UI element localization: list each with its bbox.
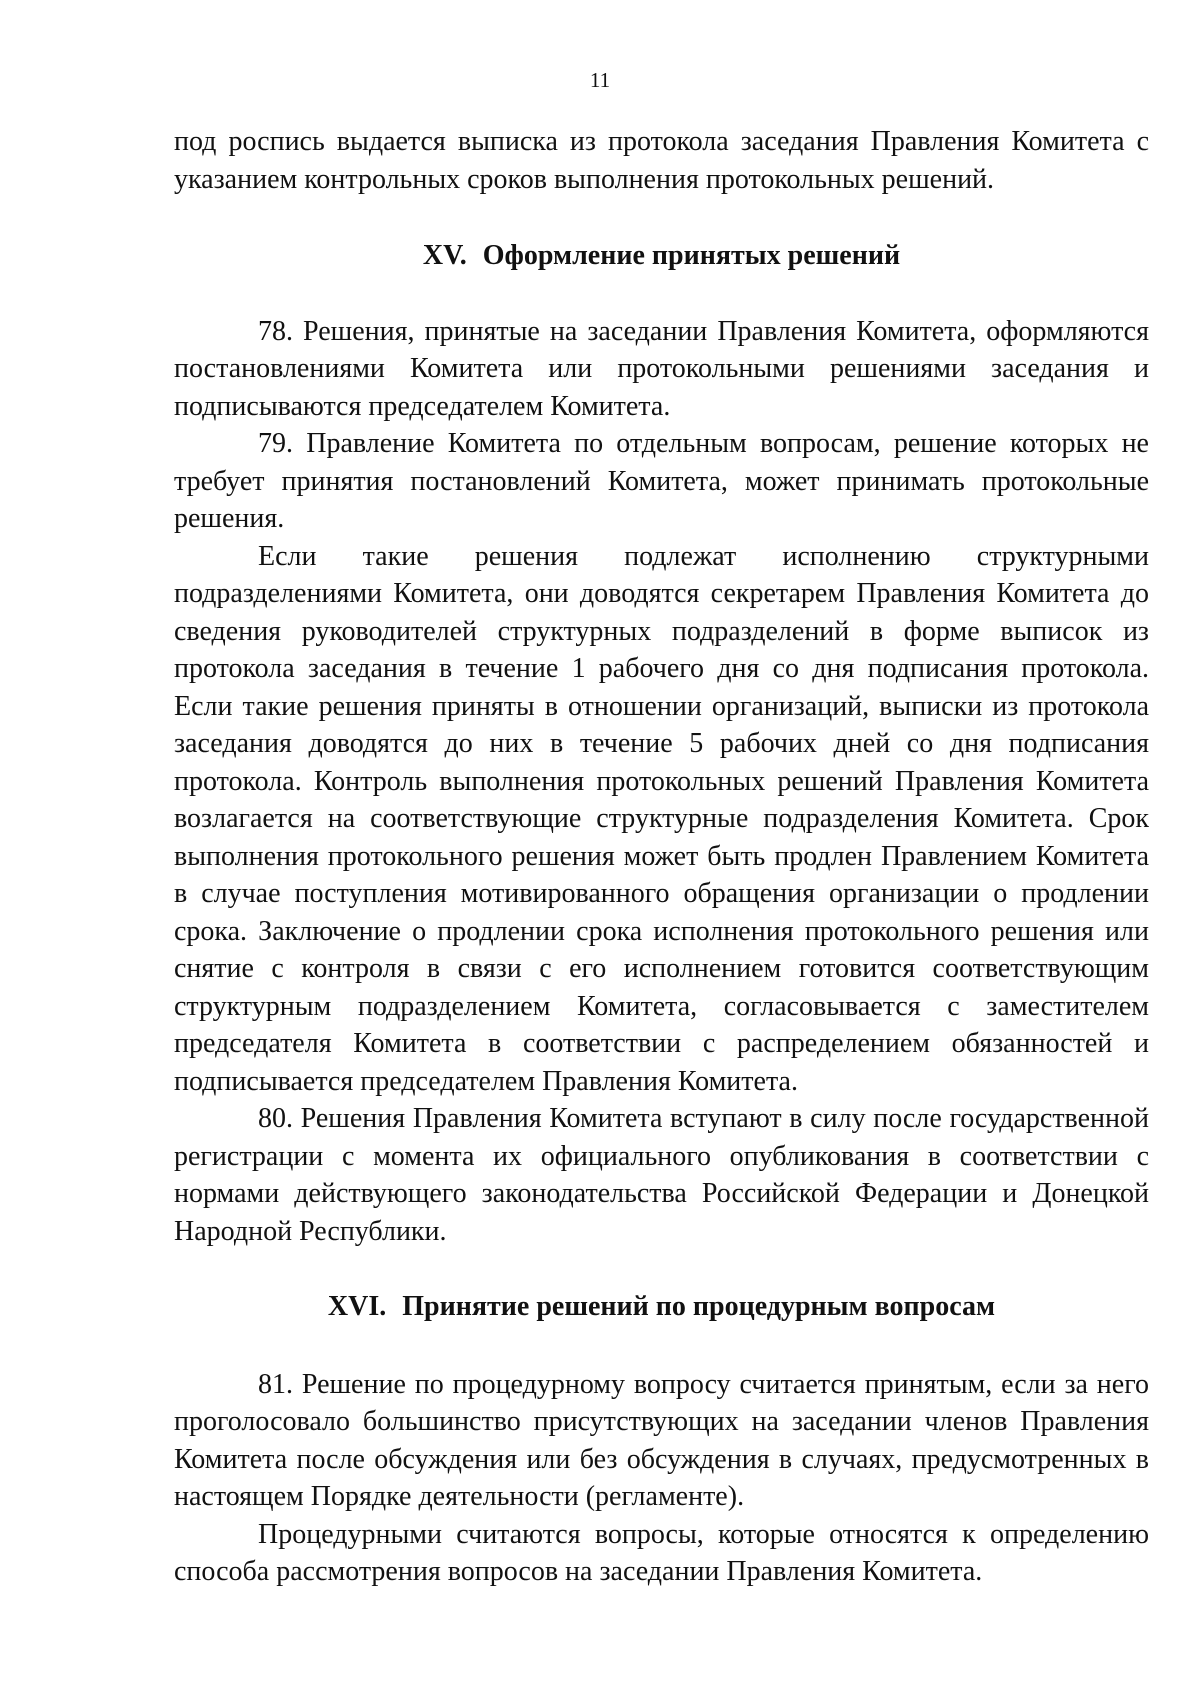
- section-heading-xvi: [174, 1288, 1149, 1326]
- section-title: Оформление принятых решений: [482, 240, 901, 271]
- paragraph-79: 79. Правление Комитета по отдельным вопросам, решение которых не требует принятия постановлений Комитета, может принимать протокольные решения.: [174, 428, 1149, 534]
- document-body: [174, 123, 1149, 1591]
- paragraph-80: 80. Решения Правления Комитета вступают в силу после государственной регистрации с момента их официального опубликования в соответствии с нормами действующего законодательства Российской Федерации и Донецкой Народной Республики.: [174, 1103, 1149, 1247]
- paragraph-continuation: под роспись выдается выписка из протокола заседания Правления Комитета с указанием контрольных сроков выполнения протокольных решений.: [174, 126, 1149, 195]
- page-number: 11: [589, 68, 611, 92]
- section-title: Принятие решений по процедурным вопросам: [402, 1291, 996, 1322]
- section-number: XV.: [422, 240, 467, 271]
- paragraph-79-continued: Если такие решения подлежат исполнению структурными подразделениями Комитета, они доводятся секретарем Правления Комитета до сведения руководителей структурных подразделений в форме выписок из протокола заседания в течение 1 рабочего дня со дня подписания протокола. Если такие решения приняты в отношении организаций, выписки из протокола заседания доводятся до них в течение 5 рабочих дней со дня подписания протокола. Контроль выполнения протокольных решений Правления Комитета возлагается на соответствующие структурные подразделения Комитета. Срок выполнения протокольного решения может быть продлен Правлением Комитета в случае поступления мотивированного обращения организации о продлении срока. Заключение о продлении срока исполнения протокольного решения или снятие с контроля в связи с его исполнением готовится соответствующим структурным подразделением Комитета, согласовывается с заместителем председателя Комитета в соответствии с распределением обязанностей и подписывается председателем Правления Комитета.: [174, 540, 1149, 1097]
- section-number: XVI.: [327, 1291, 387, 1322]
- paragraph-81: 81. Решение по процедурному вопросу считается принятым, если за него проголосовало большинство присутствующих на заседании членов Правления Комитета после обсуждения или без обсуждения в случаях, предусмотренных в настоящем Порядке деятельности (регламенте).: [174, 1368, 1149, 1512]
- paragraph-81-continued: Процедурными считаются вопросы, которые относятся к определению способа рассмотрения вопросов на заседании Правления Комитета.: [174, 1518, 1149, 1587]
- section-heading-xv: [174, 237, 1149, 275]
- paragraph-78: 78. Решения, принятые на заседании Правления Комитета, оформляются постановлениями Комитета или протокольными решениями заседания и подписываются председателем Комитета.: [174, 315, 1149, 422]
